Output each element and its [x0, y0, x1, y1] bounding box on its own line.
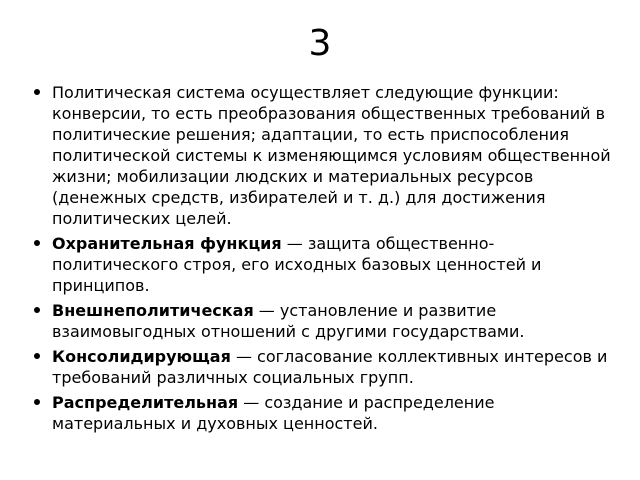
- bullet-text: согласование коллективных интересов и требований различных социальных групп.: [52, 347, 608, 387]
- bullet-list: [34, 82, 614, 438]
- bullet-separator: —: [230, 347, 258, 366]
- bullet-text: создание и распределение материальных и духовных ценностей.: [52, 393, 495, 433]
- bullet-term: Распределительная: [52, 393, 239, 412]
- bullet-separator: —: [238, 393, 265, 412]
- bullet-item: [34, 346, 614, 388]
- bullet-text: защита общественно-политического строя, его исходных базовых ценностей и принципов.: [52, 234, 542, 295]
- bullet-item: [34, 82, 614, 229]
- bullet-item: [34, 300, 614, 342]
- bullet-term: Внешнеполитическая: [52, 301, 254, 320]
- bullet-icon: [34, 89, 40, 95]
- bullet-separator: —: [253, 301, 280, 320]
- bullet-icon: [34, 353, 40, 359]
- bullet-icon: [34, 307, 40, 313]
- bullet-text: установление и развитие взаимовыгодных отношений с другими государствами.: [52, 301, 525, 341]
- bullet-item: [34, 233, 614, 296]
- bullet-term: Консолидирующая: [52, 347, 231, 366]
- bullet-text: Политическая система осуществляет следующие функции: конверсии, то есть преобразования общественных требований в политические решения; адаптации, то есть приспособления политической системы к изменяющимся условиям общественной жизни; мобилизации людских и материальных ресурсов (денежных средств, избирателей и т. д.) для достижения политических целей.: [52, 83, 611, 228]
- bullet-separator: —: [281, 234, 308, 253]
- bullet-icon: [34, 240, 40, 246]
- bullet-icon: [34, 399, 40, 405]
- bullet-item: [34, 392, 614, 434]
- slide-title: 3: [308, 23, 332, 64]
- bullet-term: Охранительная функция: [52, 234, 282, 253]
